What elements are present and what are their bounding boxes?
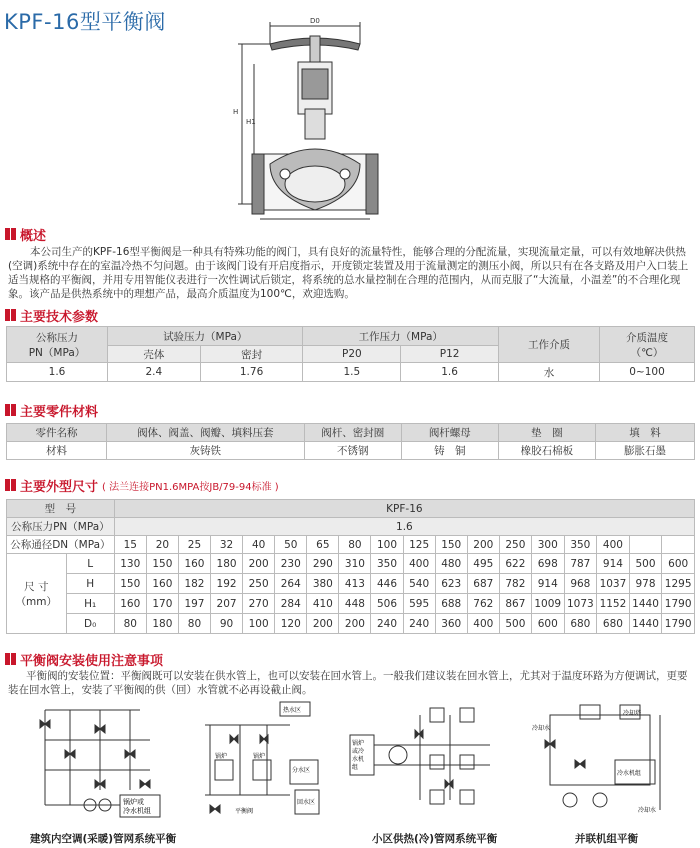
dims-dn-cell: 400 (597, 536, 630, 554)
th-work: 工作压力（MPa） (303, 327, 499, 346)
dims-cell: 200 (339, 614, 371, 634)
dims-cell: 130 (114, 554, 146, 574)
valve-drawing (230, 14, 400, 226)
dims-cell: 480 (435, 554, 467, 574)
dims-cell: 250 (243, 574, 275, 594)
dims-cell: 200 (243, 554, 275, 574)
th-medium: 工作介质 (499, 327, 600, 363)
dims-cell: 192 (211, 574, 243, 594)
dims-cell: 623 (435, 574, 467, 594)
page-title: KPF-16型平衡阀 (4, 10, 166, 34)
dims-cell: 400 (467, 614, 499, 634)
dims-cell: 500 (629, 554, 662, 574)
dims-cell: 1073 (564, 594, 597, 614)
dims-cell: 182 (178, 574, 210, 594)
dims-cell: 495 (467, 554, 499, 574)
th-temp: 介质温度 （℃） (600, 327, 695, 363)
label-chiller-1: 冷水机组 (617, 770, 642, 777)
section-marker-icon (5, 404, 17, 416)
overview-text: 本公司生产的KPF-16型平衡阀是一种具有特殊功能的阀门，具有良好的流量特性，能够合理的分配流量，实现流量定量，可以有效地解决供热(空调)系统中存在的室温冷热不匀问题。由于该阀门设有开启度指示，开度锁定装置及用于流量测定的测压小阀，所以只有在各支路及用户入口装上适当规格的平衡阀，并用专用智能仪表进行一次性调试后锁定，将系统的总水量控制在合理的范围内，从而克服了“大流量，小温差”的不合理化现象。该产品是供热系统中的理想产品，最高介质温度为100℃，欢迎选购。 (8, 246, 689, 300)
label-cooling-tower: 冷却塔 (623, 710, 642, 717)
th-shell: 壳体 (108, 346, 201, 363)
material-table (6, 423, 695, 460)
label-cooling-water: 冷却水 (532, 725, 551, 732)
dims-cell: 197 (178, 594, 210, 614)
dims-cell: 120 (275, 614, 307, 634)
dims-cell: 1790 (662, 614, 695, 634)
tech-table (6, 326, 695, 382)
dims-cell: 150 (146, 554, 178, 574)
dims-dn-cell: 80 (339, 536, 371, 554)
dims-cell: 160 (178, 554, 210, 574)
dims-dn-cell: 32 (211, 536, 243, 554)
dims-row-key: H (66, 574, 114, 594)
dims-dn-cell: 100 (371, 536, 403, 554)
dims-cell: 410 (307, 594, 339, 614)
material-header-cell: 垫 圈 (498, 424, 595, 442)
caption-parallel: 并联机组平衡 (575, 833, 638, 845)
label-hot-zone: 热水区 (283, 707, 302, 714)
dims-cell: 150 (114, 574, 146, 594)
dims-cell: 270 (243, 594, 275, 614)
label-cooling-water-2: 冷却水 (638, 807, 657, 814)
label-boiler-c: 锅炉 (352, 740, 365, 747)
dims-cell: 1009 (531, 594, 564, 614)
dims-dn-cell: 40 (243, 536, 275, 554)
dims-cell: 1440 (629, 614, 662, 634)
section-marker-icon (5, 653, 17, 665)
dims-table (6, 499, 695, 634)
dims-cell: 680 (564, 614, 597, 634)
dims-cell: 160 (114, 594, 146, 614)
td-medium: 水 (499, 363, 600, 382)
dims-cell: 90 (211, 614, 243, 634)
diagram-zone (195, 700, 335, 820)
material-cell: 灰铸铁 (106, 442, 304, 460)
dims-cell: 180 (146, 614, 178, 634)
dims-cell: 80 (114, 614, 146, 634)
dims-cell: 1295 (662, 574, 695, 594)
material-cell: 膨胀石墨 (595, 442, 694, 460)
dims-cell: 506 (371, 594, 403, 614)
dims-pn-value: 1.6 (114, 518, 694, 536)
dim-h: H (233, 108, 239, 116)
dims-cell: 413 (339, 574, 371, 594)
dims-cell: 698 (531, 554, 564, 574)
dims-cell: 1152 (597, 594, 630, 614)
dims-dn-cell: 150 (435, 536, 467, 554)
dims-cell: 600 (531, 614, 564, 634)
dims-cell: 230 (275, 554, 307, 574)
th-pn: 公称压力 PN（MPa） (7, 327, 108, 363)
dims-cell: 500 (499, 614, 531, 634)
dims-dn-cell (629, 536, 662, 554)
caption-district: 小区供热(冷)管网系统平衡 (372, 833, 498, 845)
dim-d0: D0 (310, 17, 320, 25)
dims-dn-cell: 20 (146, 536, 178, 554)
section-material: 主要零件材料 (5, 402, 98, 418)
dims-cell: 914 (531, 574, 564, 594)
td-seal: 1.76 (200, 363, 303, 382)
dims-cell: 100 (243, 614, 275, 634)
td-pn: 1.6 (7, 363, 108, 382)
dims-cell: 284 (275, 594, 307, 614)
dims-cell: 680 (597, 614, 630, 634)
dims-cell: 448 (339, 594, 371, 614)
section-install: 平衡阀安装使用注意事项 (5, 651, 163, 667)
dims-cell: 207 (211, 594, 243, 614)
dims-row-key: L (66, 554, 114, 574)
dims-model-value: KPF-16 (114, 500, 694, 518)
dims-dn-cell: 125 (403, 536, 435, 554)
material-header-cell: 填 料 (595, 424, 694, 442)
diagram-parallel (530, 700, 690, 820)
dims-cell: 380 (307, 574, 339, 594)
dims-dn-cell (662, 536, 695, 554)
label-chiller: 冷水机组 (123, 807, 151, 815)
dims-cell: 1790 (662, 594, 695, 614)
diagram-building (30, 700, 190, 820)
dims-cell: 595 (403, 594, 435, 614)
dims-dn-cell: 350 (564, 536, 597, 554)
section-overview: 概述 (5, 226, 46, 242)
label-balance-valve: 平衡阀 (235, 808, 254, 815)
section-marker-icon (5, 479, 17, 491)
dims-dn-cell: 250 (499, 536, 531, 554)
label-return-zone: 回水区 (297, 799, 316, 806)
dims-pn-label: 公称压力PN（MPa） (7, 518, 115, 536)
section-tech: 主要技术参数 (5, 307, 98, 323)
dims-cell: 200 (307, 614, 339, 634)
label-split-zone: 分水区 (292, 767, 311, 774)
td-p20: 1.5 (303, 363, 401, 382)
dims-cell: 180 (211, 554, 243, 574)
dims-cell: 1037 (597, 574, 630, 594)
dims-note: ( 法兰连接PN1.6MPA按JB/79-94标准 ) (102, 481, 279, 493)
material-header-cell: 阀体、阀盖、阀瓣、填料压套 (106, 424, 304, 442)
caption-building: 建筑内空调(采暖)管网系统平衡 (30, 833, 177, 845)
dim-h1: H1 (246, 118, 256, 126)
dims-dn-cell: 25 (178, 536, 210, 554)
dims-cell: 782 (499, 574, 531, 594)
material-cell: 不锈钢 (304, 442, 401, 460)
dims-cell: 688 (435, 594, 467, 614)
dims-cell: 787 (564, 554, 597, 574)
dims-cell: 622 (499, 554, 531, 574)
material-header-cell: 阀杆、密封圈 (304, 424, 401, 442)
dims-cell: 978 (629, 574, 662, 594)
dims-cell: 446 (371, 574, 403, 594)
dims-cell: 914 (597, 554, 630, 574)
material-cell: 铸 铜 (401, 442, 498, 460)
dims-model-label: 型 号 (7, 500, 115, 518)
td-temp: 0~100 (600, 363, 695, 382)
dims-cell: 360 (435, 614, 467, 634)
th-seal: 密封 (200, 346, 303, 363)
dims-row-key: H₁ (66, 594, 114, 614)
dims-dn-cell: 50 (275, 536, 307, 554)
material-header-cell: 阀杆螺母 (401, 424, 498, 442)
dims-cell: 400 (403, 554, 435, 574)
dims-dn-label: 公称通径DN（MPa） (7, 536, 115, 554)
th-test: 试验压力（MPa） (108, 327, 303, 346)
dims-dn-cell: 15 (114, 536, 146, 554)
dims-cell: 310 (339, 554, 371, 574)
dims-cell: 968 (564, 574, 597, 594)
label-boiler-1: 锅炉 (215, 753, 228, 760)
label-water-unit: 水机 (352, 756, 365, 763)
label-group: 组 (352, 764, 359, 771)
material-cell: 材料 (7, 442, 107, 460)
dims-cell: 240 (403, 614, 435, 634)
dims-cell: 1440 (629, 594, 662, 614)
dims-dn-cell: 65 (307, 536, 339, 554)
section-marker-icon (5, 309, 17, 321)
dims-cell: 160 (146, 574, 178, 594)
label-boiler-2: 锅炉 (253, 753, 266, 760)
td-p12: 1.6 (401, 363, 499, 382)
th-p20: P20 (303, 346, 401, 363)
dims-cell: 240 (371, 614, 403, 634)
dims-cell: 290 (307, 554, 339, 574)
dims-cell: 600 (662, 554, 695, 574)
dims-cell: 350 (371, 554, 403, 574)
dims-cell: 687 (467, 574, 499, 594)
dims-cell: 540 (403, 574, 435, 594)
dims-cell: 762 (467, 594, 499, 614)
dims-dn-cell: 300 (531, 536, 564, 554)
label-boiler: 锅炉或 (123, 798, 144, 806)
dims-cell: 170 (146, 594, 178, 614)
material-cell: 橡胶石棉板 (498, 442, 595, 460)
section-marker-icon (5, 228, 17, 240)
label-or-cold: 或冷 (352, 748, 365, 755)
td-shell: 2.4 (108, 363, 201, 382)
dims-cell: 264 (275, 574, 307, 594)
material-header-cell: 零件名称 (7, 424, 107, 442)
dims-size-label: 尺 寸 （mm） (7, 554, 67, 634)
install-text: 平衡阀的安装位置：平衡阀既可以安装在供水管上，也可以安装在回水管上。一般我们建议装在回水管上，尤其对于温度环路为方便调试，更要装在回水管上，安装了平衡阀的供（回）水管就不必再设截止阀。 (8, 670, 688, 696)
section-dims: 主要外型尺寸 ( 法兰连接PN1.6MPA按JB/79-94标准 ) (5, 477, 279, 493)
diagram-district (340, 700, 510, 820)
dims-dn-cell: 200 (467, 536, 499, 554)
dims-row-key: D₀ (66, 614, 114, 634)
th-p12: P12 (401, 346, 499, 363)
dims-cell: 80 (178, 614, 210, 634)
dims-cell: 867 (499, 594, 531, 614)
